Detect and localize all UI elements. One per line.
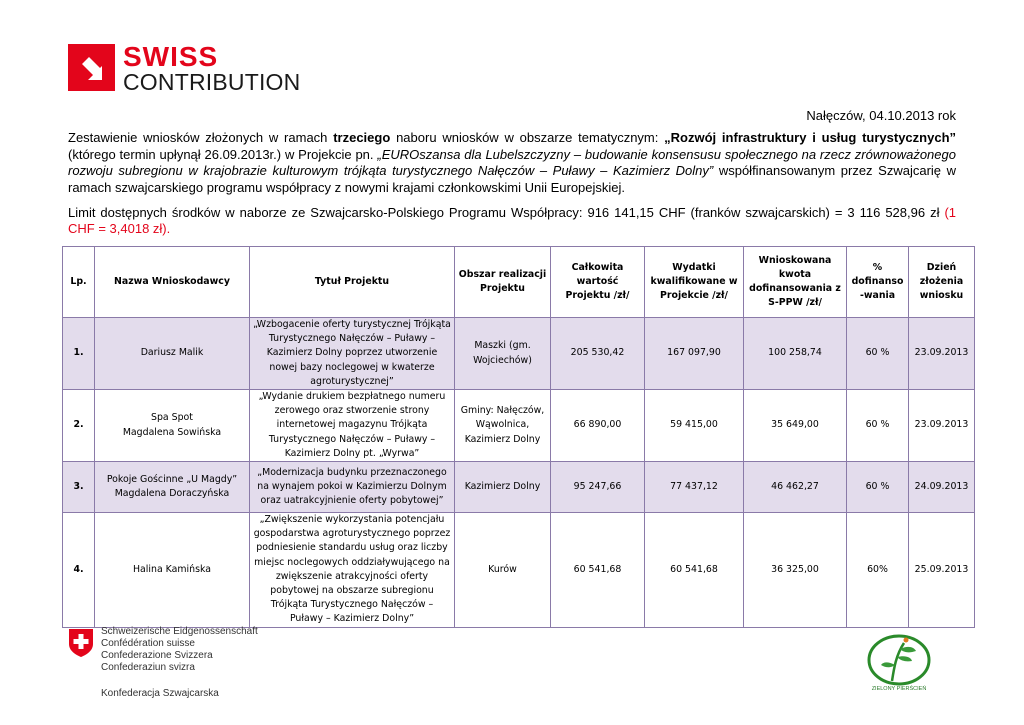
header-col-title: Tytuł Projektu <box>250 247 455 318</box>
header-col-lp: Lp. <box>63 247 95 318</box>
cell-col-area: Maszki (gm. Wojciechów) <box>455 318 551 390</box>
confederation-names <box>101 626 258 674</box>
cell-col-lp: 2. <box>63 390 95 462</box>
cell-col-eligible: 60 541,68 <box>645 513 744 628</box>
intro-text-1: Zestawienie wniosków złożonych w ramach <box>68 130 334 145</box>
cell-col-percent: 60 % <box>847 462 909 513</box>
header-col-requested: Wnioskowana kwota dofinansowania z S-PPW /zł/ <box>744 247 847 318</box>
intro-text-2: naboru wniosków w obszarze tematycznym: <box>390 130 665 145</box>
confed-fr: Confédération suisse <box>101 638 195 649</box>
intro-paragraph <box>68 130 956 196</box>
intro-project-name: „EUROszansa dla Lubelszczyzny – budowanie konsensusu społecznego na rzecz zrównoważonego rozwoju subregionu w krajobrazie kulturowym trójkąta turystycznego Nałęczów – Puławy – Kazimierz Dolny” <box>68 146 956 178</box>
cell-col-lp: 4. <box>63 513 95 628</box>
cell-col-area: Gminy: Nałęczów, Wąwolnica, Kazimierz Dolny <box>455 390 551 462</box>
header-col-percent: % dofinanso -wania <box>847 247 909 318</box>
cell-col-date: 23.09.2013 <box>909 390 975 462</box>
applicant-line: Dariusz Malik <box>140 347 204 359</box>
header-col-eligible: Wydatki kwalifikowane w Projekcie /zł/ <box>645 247 744 318</box>
cell-col-date: 23.09.2013 <box>909 318 975 390</box>
zielony-pierscien-caption: ZIELONY PIERŚCIEŃ <box>871 686 927 692</box>
swiss-shield-icon <box>68 628 94 658</box>
cell-col-date: 24.09.2013 <box>909 462 975 513</box>
applications-table <box>62 246 975 628</box>
applicant-line: Halina Kamińska <box>133 563 211 575</box>
cell-col-lp: 1. <box>63 318 95 390</box>
table-row <box>63 462 975 513</box>
confed-de: Schweizerische Eidgenossenschaft <box>101 626 258 637</box>
konfederacja-text: Konfederacja Szwajcarska <box>101 688 219 699</box>
cell-col-percent: 60 % <box>847 318 909 390</box>
cell-col-eligible: 59 415,00 <box>645 390 744 462</box>
logo-swiss-text: SWISS <box>123 41 219 72</box>
cell-col-total: 60 541,68 <box>551 513 645 628</box>
cell-col-requested: 36 325,00 <box>744 513 847 628</box>
table-row <box>63 390 975 462</box>
intro-text-4: współfinansowanym przez Szwajcarię w ramach szwajcarskiego programu współpracy z nowymi krajami członkowskimi Unii Europejskiej. <box>68 163 957 195</box>
cell-col-percent: 60% <box>847 513 909 628</box>
cell-col-percent: 60 % <box>847 390 909 462</box>
limit-text: Limit dostępnych środków w naborze ze Szwajcarsko-Polskiego Programu Współpracy: 916 141,15 CHF (franków szwajcarskich) = 3 116 528,96 zł <box>68 205 945 220</box>
cell-col-date: 25.09.2013 <box>909 513 975 628</box>
intro-text-3: (którego termin upłynął 26.09.2013r.) w Projekcie pn. <box>68 146 378 162</box>
logo-square-icon <box>68 44 115 91</box>
confed-it: Confederazione Svizzera <box>101 650 213 661</box>
cell-col-title: „Wydanie drukiem bezpłatnego numeru zerowego oraz stworzenie strony internetowej magazynu Trójkąta Turystycznego Nałęczów – Puławy – Kazimierz Dolny pt. „Wyrwa” <box>250 390 455 462</box>
cell-col-applicant <box>95 513 250 628</box>
cell-col-requested: 46 462,27 <box>744 462 847 513</box>
exchange-rate: (1 CHF = 3,4018 zł). <box>68 205 956 236</box>
cell-col-total: 66 890,00 <box>551 390 645 462</box>
cell-col-area: Kurów <box>455 513 551 628</box>
cell-col-eligible: 77 437,12 <box>645 462 744 513</box>
cell-col-title: „Zwiększenie wykorzystania potencjału gospodarstwa agroturystycznego poprzez podniesienie standardu usług oraz liczby miejsc noclegowych oddziaływującego na zwiększenie atrakcyjności oferty pobytowej na obszarze subregionu Trójkąta Turystycznego Nałęczów – Puławy – Kazimierz Dolny” <box>250 513 455 628</box>
intro-bold-round: trzeciego <box>333 130 391 145</box>
cell-col-requested: 100 258,74 <box>744 318 847 390</box>
cell-col-title: „Modernizacja budynku przeznaczonego na wynajem pokoi w Kazimierzu Dolnym oraz uatrakcyjnienie oferty pobytowej” <box>250 462 455 513</box>
cell-col-applicant <box>95 318 250 390</box>
table-header-row <box>63 247 975 318</box>
table-row <box>63 513 975 628</box>
document-date: Nałęczów, 04.10.2013 rok <box>806 108 956 123</box>
cell-col-total: 95 247,66 <box>551 462 645 513</box>
cell-col-area: Kazimierz Dolny <box>455 462 551 513</box>
header-col-total: Całkowita wartość Projektu /zł/ <box>551 247 645 318</box>
cell-col-applicant <box>95 462 250 513</box>
cell-col-eligible: 167 097,90 <box>645 318 744 390</box>
cell-col-applicant <box>95 390 250 462</box>
header-col-date: Dzień złożenia wniosku <box>909 247 975 318</box>
applicant-line: Spa Spot <box>151 412 193 424</box>
applicant-line: Magdalena Sowińska <box>122 426 222 438</box>
logo-arrow-icon <box>68 44 115 91</box>
table-row <box>63 318 975 390</box>
logo-contribution-text: CONTRIBUTION <box>123 69 301 95</box>
intro-bold-topic: „Rozwój infrastruktury i usług turystycznych” <box>664 130 957 145</box>
cell-col-requested: 35 649,00 <box>744 390 847 462</box>
cell-col-lp: 3. <box>63 462 95 513</box>
limit-paragraph <box>68 205 956 237</box>
cell-col-title: „Wzbogacenie oferty turystycznej Trójkąta Turystycznego Nałęczów – Puławy – Kazimierz Dolny poprzez utworzenie nowej bazy noclegowej w kwaterze agroturystycznej” <box>250 318 455 390</box>
confed-rm: Confederaziun svizra <box>101 662 195 673</box>
header-col-applicant: Nazwa Wnioskodawcy <box>95 247 250 318</box>
header-col-area: Obszar realizacji Projektu <box>455 247 551 318</box>
cell-col-total: 205 530,42 <box>551 318 645 390</box>
green-ring-leaf-icon <box>864 633 934 688</box>
zielony-pierscien-logo <box>864 633 934 713</box>
applicant-line: Magdalena Doraczyńska <box>114 488 230 500</box>
applicant-line: Pokoje Gościnne „U Magdy” <box>106 473 238 485</box>
